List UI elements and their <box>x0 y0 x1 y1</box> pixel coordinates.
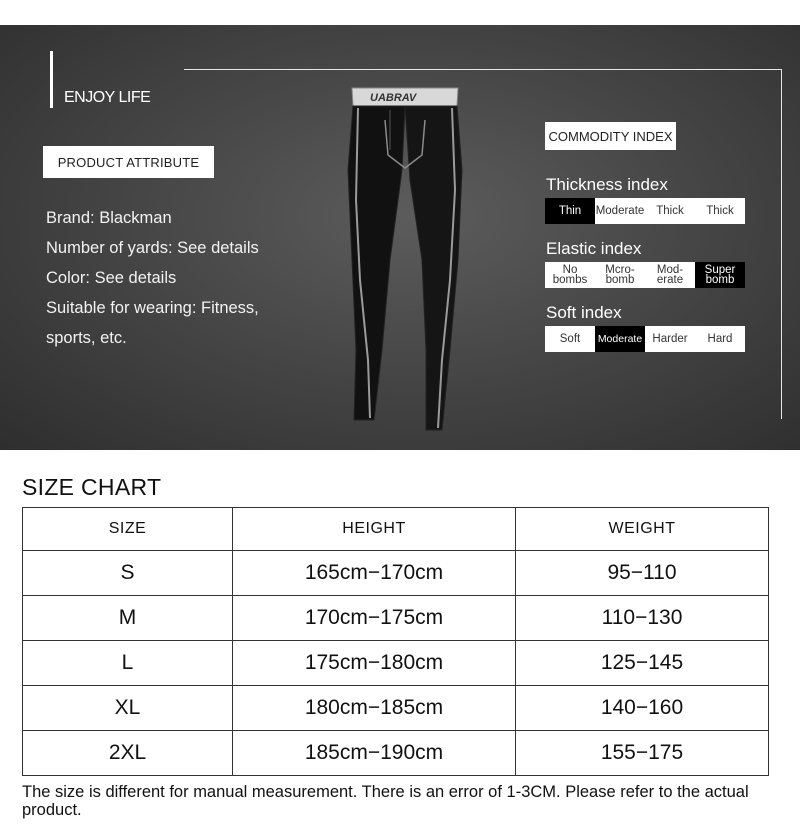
attribute-list <box>46 203 316 353</box>
cell-height: 185cm−190cm <box>233 731 516 776</box>
cell-size: M <box>23 596 233 641</box>
soft-index-scale <box>545 326 745 352</box>
tagline: ENJOY LIFE <box>64 89 151 106</box>
elastic-option: Super bomb <box>695 262 745 288</box>
thickness-index-scale <box>545 198 745 224</box>
soft-option: Moderate <box>595 326 645 352</box>
cell-weight: 125−145 <box>516 641 769 686</box>
cell-size: S <box>23 551 233 596</box>
cell-weight: 110−130 <box>516 596 769 641</box>
accent-line <box>50 51 53 108</box>
divider-line-right <box>781 69 782 419</box>
elastic-option: Mcro- bomb <box>605 264 635 286</box>
cell-height: 175cm−180cm <box>233 641 516 686</box>
soft-option: Hard <box>707 333 733 345</box>
elastic-index-title: Elastic index <box>546 239 642 258</box>
cell-size: L <box>23 641 233 686</box>
size-chart-table <box>22 507 769 776</box>
leggings-image <box>330 80 480 440</box>
thickness-option: Thick <box>656 205 684 217</box>
soft-option: Soft <box>559 333 581 345</box>
soft-index-title: Soft index <box>546 303 622 322</box>
cell-height: 165cm−170cm <box>233 551 516 596</box>
thickness-option: Thick <box>706 205 734 217</box>
cell-height: 180cm−185cm <box>233 686 516 731</box>
commodity-index-label: COMMODITY INDEX <box>545 122 676 150</box>
header-weight: WEIGHT <box>516 508 769 551</box>
size-chart-title: SIZE CHART <box>22 474 162 500</box>
attribute-yards: Number of yards: See details <box>46 239 259 257</box>
attribute-wearing-cont: sports, etc. <box>46 329 127 347</box>
measurement-note: The size is different for manual measurement. There is an error of 1-3CM. Please refer to the actual product. <box>22 783 749 819</box>
table-row <box>23 596 769 641</box>
cell-weight: 95−110 <box>516 551 769 596</box>
elastic-option: Mod- erate <box>656 264 684 286</box>
thickness-option: Thin <box>545 198 595 224</box>
divider-line <box>184 69 782 70</box>
table-row <box>23 731 769 776</box>
soft-option: Harder <box>652 333 688 345</box>
cell-size: 2XL <box>23 731 233 776</box>
thickness-option: Moderate <box>595 205 645 217</box>
table-header-row <box>23 508 769 551</box>
product-attribute-label: PRODUCT ATTRIBUTE <box>43 146 214 178</box>
waistband-text: UABRAV <box>370 92 417 104</box>
cell-weight: 140−160 <box>516 686 769 731</box>
cell-weight: 155−175 <box>516 731 769 776</box>
header-height: HEIGHT <box>233 508 516 551</box>
header-size: SIZE <box>23 508 233 551</box>
table-row <box>23 551 769 596</box>
cell-size: XL <box>23 686 233 731</box>
cell-height: 170cm−175cm <box>233 596 516 641</box>
attribute-wearing: Suitable for wearing: Fitness, <box>46 299 259 317</box>
product-banner <box>0 25 800 450</box>
thickness-index-title: Thickness index <box>546 175 668 194</box>
table-row <box>23 686 769 731</box>
elastic-option: No bombs <box>552 264 588 286</box>
elastic-index-scale <box>545 262 745 288</box>
attribute-brand: Brand: Blackman <box>46 209 172 227</box>
table-row <box>23 641 769 686</box>
attribute-color: Color: See details <box>46 269 177 287</box>
